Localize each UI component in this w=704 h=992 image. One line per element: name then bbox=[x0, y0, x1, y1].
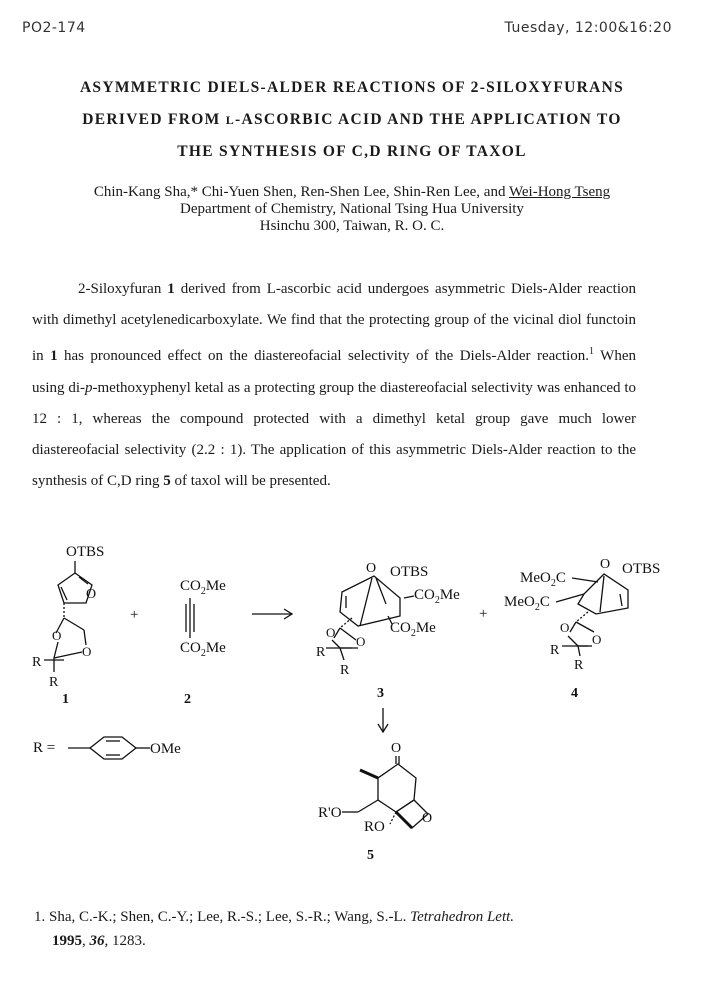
svg-text:CO2Me: $CO_2Me$ bbox=[180, 578, 226, 597]
compound-label-2: 2 bbox=[184, 692, 191, 707]
svg-text:CO2Me: $CO_2Me$ bbox=[180, 640, 226, 659]
title-line-1: ASYMMETRIC DIELS-ALDER REACTIONS OF 2-SILOXYFURANS bbox=[79, 79, 625, 96]
compound-4-structure bbox=[504, 557, 660, 701]
department: Department of Chemistry, National Tsing Hua University bbox=[180, 201, 524, 217]
svg-text:CO2Me: $CO_2Me$ bbox=[414, 587, 460, 606]
svg-text:O: O bbox=[326, 625, 336, 640]
compound-ref: 5 bbox=[163, 473, 171, 490]
svg-text:MeO2C: MeO$_2$C bbox=[520, 570, 566, 589]
svg-text:R =: R = bbox=[33, 740, 56, 756]
svg-text:R: R bbox=[550, 643, 560, 658]
svg-text:R: R bbox=[49, 675, 59, 690]
compound-label-4: 4 bbox=[571, 686, 578, 701]
title-line-2a: DERIVED FROM bbox=[82, 111, 226, 128]
svg-text:O: O bbox=[560, 620, 570, 635]
compound-2-structure bbox=[180, 578, 226, 707]
svg-text:O: O bbox=[600, 557, 611, 572]
abstract-text: p bbox=[85, 379, 93, 396]
abstract-text: of taxol will be presented. bbox=[170, 473, 331, 490]
svg-text:R: R bbox=[32, 655, 42, 670]
svg-text:O: O bbox=[391, 741, 402, 756]
abstract-text: -ascorbic acid undergoes asymmetric Diels-Alder reaction with dimethyl acetylenedicarboxylate. We find that the protecting group of the vicinal diol functoin in bbox=[32, 281, 636, 365]
reference-authors: Sha, C.-K.; Shen, C.-Y.; Lee, R.-S.; Lee, S.-R.; Wang, S.-L. bbox=[45, 909, 411, 925]
svg-text:R'O: R'O bbox=[318, 805, 342, 821]
compound-ref: 1 bbox=[167, 281, 175, 297]
svg-text:O: O bbox=[82, 644, 92, 659]
reference-journal: Tetrahedron Lett. bbox=[410, 909, 515, 925]
svg-text:O: O bbox=[52, 628, 62, 643]
presenting-author: Wei-Hong Tseng bbox=[508, 184, 611, 200]
compound-ref: 1 bbox=[50, 348, 58, 365]
reference-pages: , 1283. bbox=[104, 933, 146, 949]
reference-year: 1995 bbox=[52, 933, 82, 949]
compound-label-5: 5 bbox=[367, 848, 374, 863]
svg-text:O: O bbox=[592, 632, 602, 647]
abstract-text: L bbox=[266, 281, 276, 297]
session-time: Tuesday, 12:00&16:20 bbox=[504, 20, 672, 36]
compound-1-structure bbox=[32, 544, 104, 707]
svg-text:OTBS: OTBS bbox=[622, 561, 661, 577]
footnote-marker: 1 bbox=[589, 346, 595, 358]
svg-text:O: O bbox=[86, 587, 97, 602]
svg-text:RO: RO bbox=[364, 819, 385, 835]
svg-text:R: R bbox=[574, 658, 584, 673]
reference-1 bbox=[34, 905, 514, 953]
svg-text:O: O bbox=[422, 811, 433, 826]
svg-text:O: O bbox=[356, 634, 366, 649]
svg-text:R: R bbox=[316, 645, 326, 660]
title-prefix-l: L bbox=[225, 113, 236, 127]
abstract-text: When using di- bbox=[32, 348, 636, 396]
abstract-text: -methoxyphenyl ketal as a protecting group the diastereofacial selectivity was enhanced to 12 : 1, whereas the compound protected with a dimethyl ketal group gave much lower diastereofacial selectivity (2.2 : 1). The application of this asymmetric Diels-Alder reaction to the synthesis of C,D ring bbox=[32, 379, 637, 490]
downward-arrow bbox=[378, 708, 388, 732]
svg-text:OTBS: OTBS bbox=[66, 544, 105, 560]
svg-text:OTBS: OTBS bbox=[390, 564, 429, 580]
abstract-text: 2-Siloxyfuran bbox=[78, 281, 168, 297]
author-list: Chin-Kang Sha,* Chi-Yuen Shen, Ren-Shen Lee, Shin-Ren Lee, and bbox=[93, 184, 509, 200]
svg-text:MeO2C: MeO$_2$C bbox=[504, 594, 550, 613]
address: Hsinchu 300, Taiwan, R. O. C. bbox=[259, 218, 445, 234]
compound-label-1: 1 bbox=[62, 692, 69, 707]
compound-3-structure bbox=[316, 561, 460, 701]
r-group-definition bbox=[33, 737, 181, 759]
compound-5-structure bbox=[318, 741, 432, 863]
compound-label-3: 3 bbox=[377, 686, 384, 701]
reaction-arrow bbox=[252, 609, 292, 619]
reference-volume: 36 bbox=[89, 933, 105, 949]
abstract-text: derived from bbox=[174, 281, 267, 297]
poster-code: PO2-174 bbox=[22, 20, 86, 36]
reference-line-2: 1995, 36, 1283. bbox=[52, 933, 146, 949]
plus-sign: + bbox=[479, 606, 488, 622]
reference-number: 1. bbox=[34, 909, 46, 925]
svg-text:CO2Me: $CO_2Me$ bbox=[390, 620, 436, 639]
svg-text:OMe: OMe bbox=[150, 741, 181, 757]
title-line-2b: -ASCORBIC ACID AND THE APPLICATION TO bbox=[235, 111, 622, 128]
plus-sign: + bbox=[130, 607, 139, 623]
svg-text:R: R bbox=[340, 663, 350, 678]
svg-text:O: O bbox=[366, 561, 377, 576]
title-line-3: THE SYNTHESIS OF C,D RING OF TAXOL bbox=[177, 143, 527, 160]
abstract-text: has pronounced effect on the diastereofacial selectivity of the Diels-Alder reaction. bbox=[57, 348, 590, 365]
